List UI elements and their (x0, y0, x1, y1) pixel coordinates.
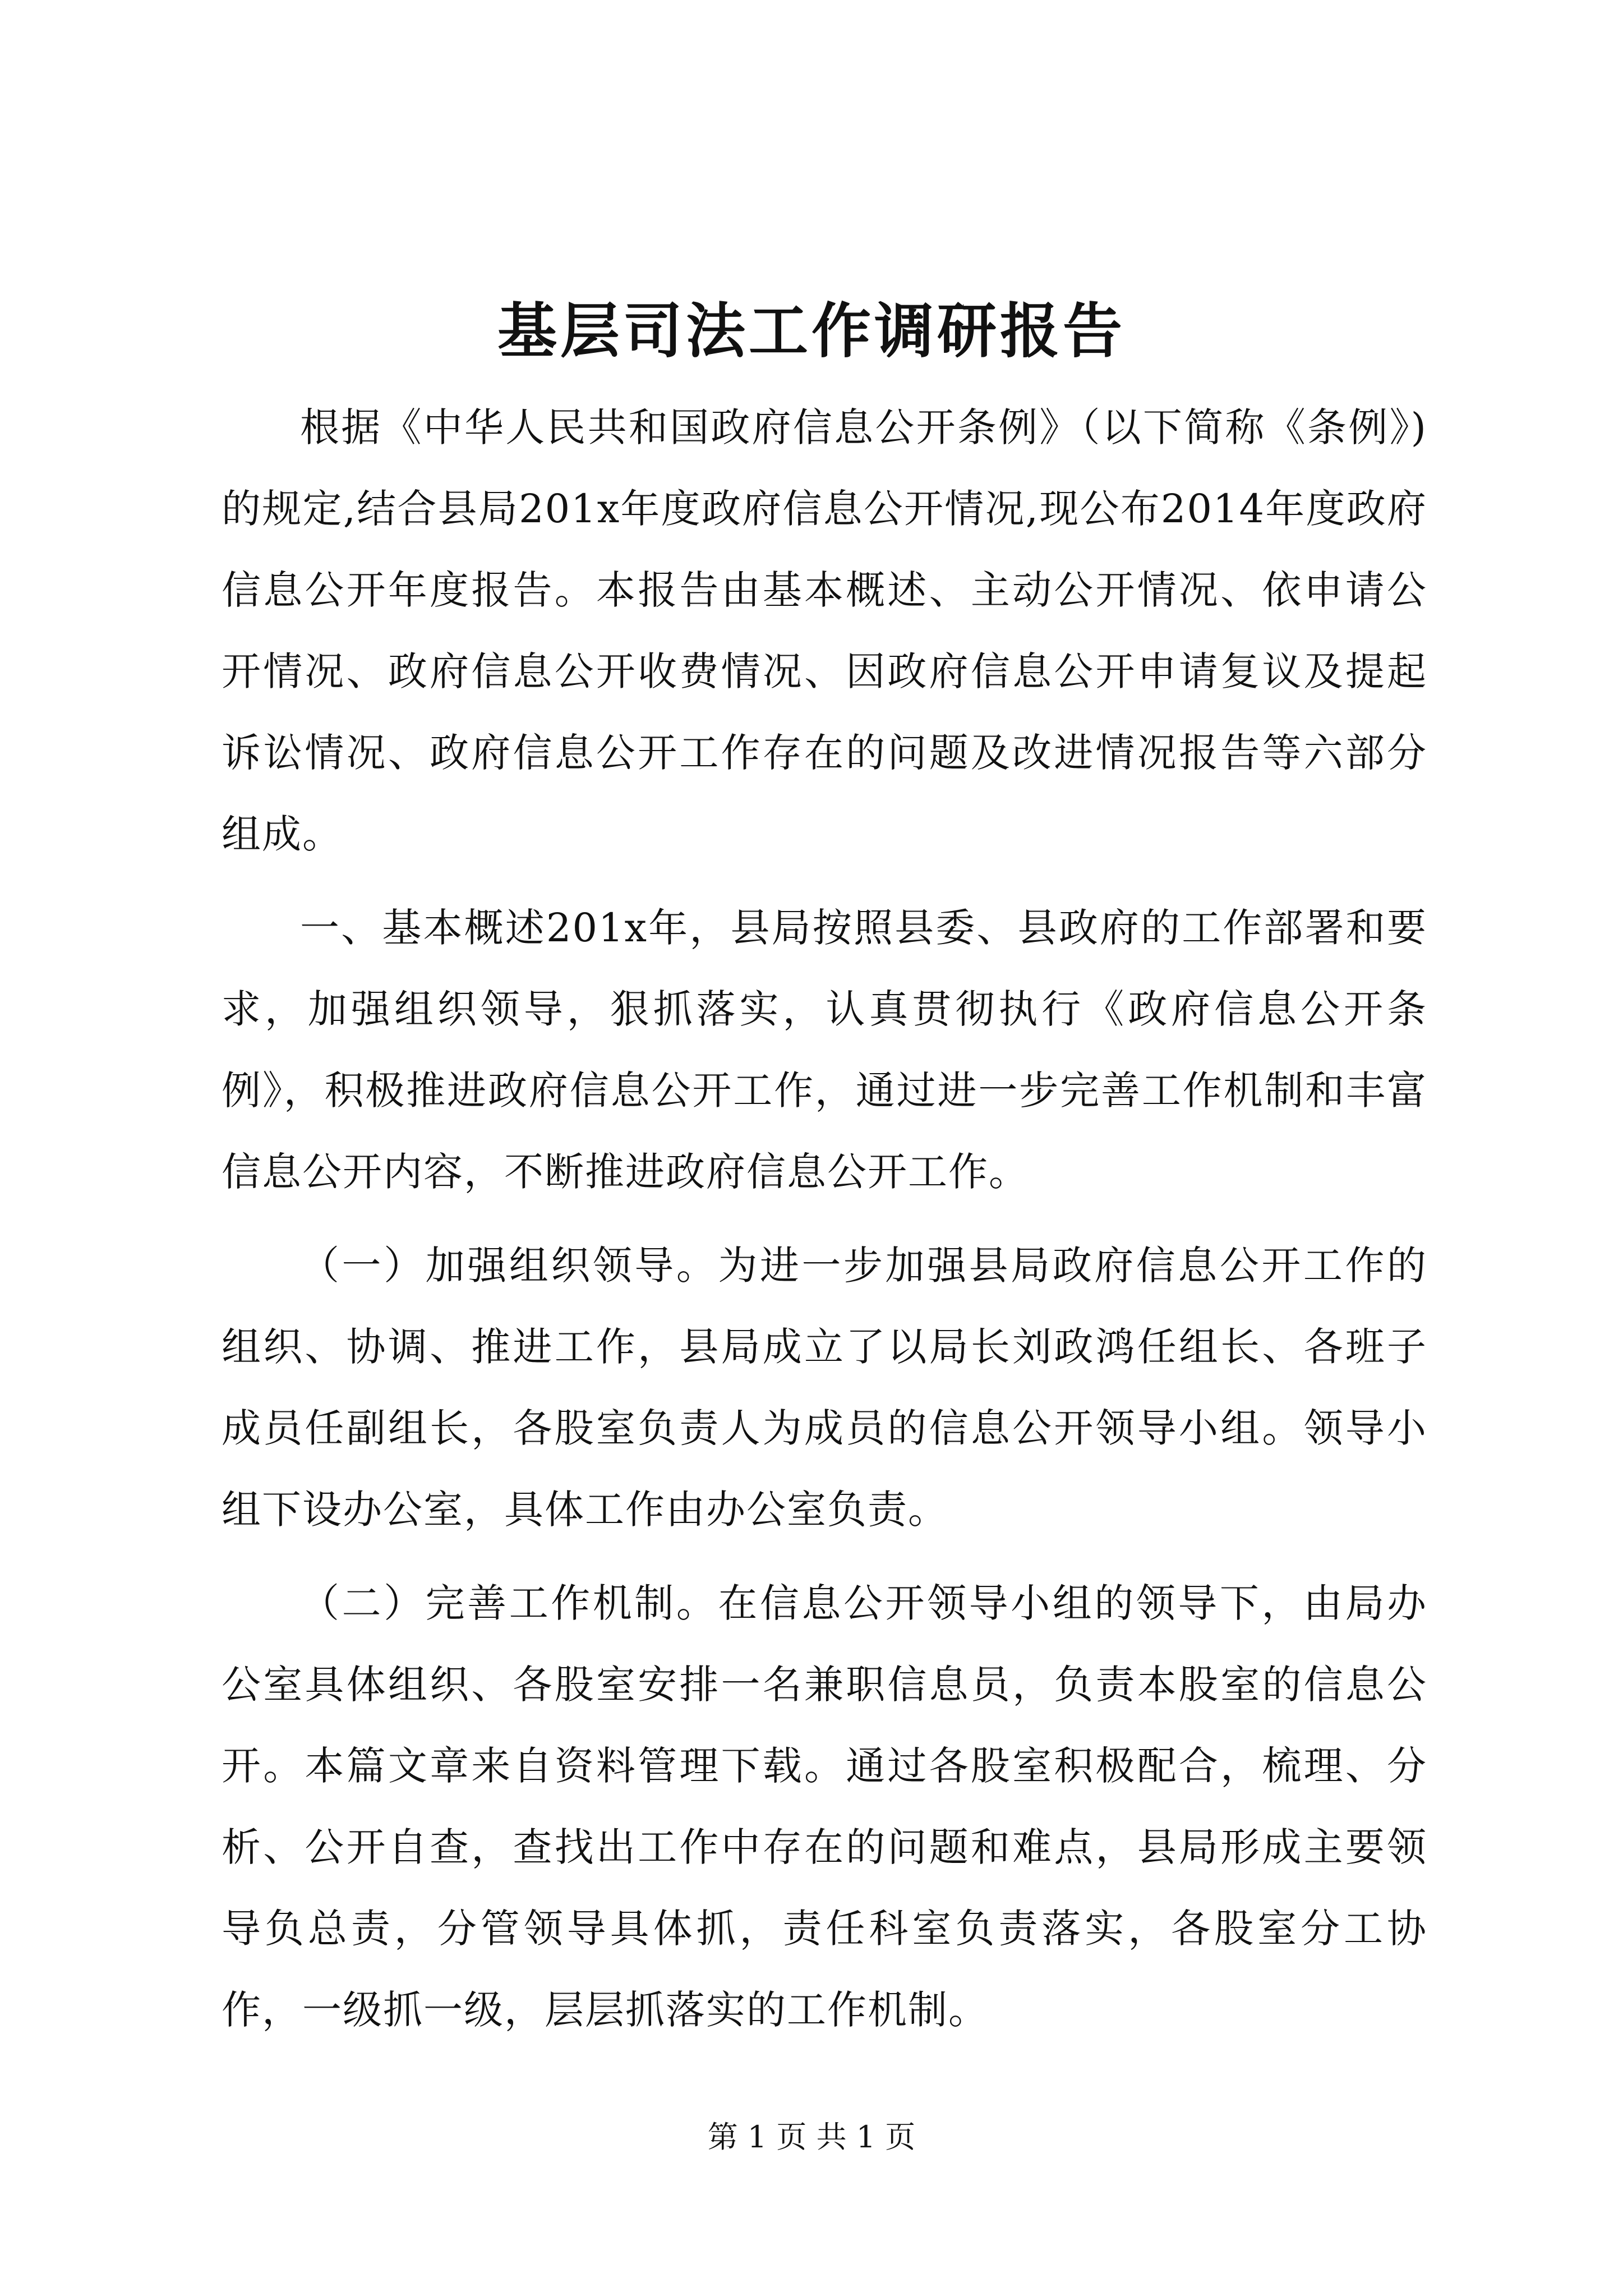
paragraph-organization: （一）加强组织领导。为进一步加强县局政府信息公开工作的组织、协调、推进工作，县局成立了以局长刘政鸿任组长、各班子成员任副组长，各股室负责人为成员的信息公开领导小组。领导小组下设办公室，具体工作由办公室负责。 (222, 1243, 1427, 1533)
paragraph-mechanism: （二）完善工作机制。在信息公开领导小组的领导下，由局办公室具体组织、各股室安排一名兼职信息员，负责本股室的信息公开。本篇文章来自资料管理下载。通过各股室积极配合，梳理、分析、公开自查，查找出工作中存在的问题和难点，县局形成主要领导负总责，分管领导具体抓，责任科室负责落实，各股室分工协作，一级抓一级，层层抓落实的工作机制。 (222, 1580, 1427, 2033)
page-footer: 第 1 页 共 1 页 (707, 2119, 916, 2155)
document-body (222, 387, 1427, 2063)
paragraph-intro: 根据《中华人民共和国政府信息公开条例》（以下简称《条例》)的规定,结合县局201x年度政府信息公开情况,现公布2014年度政府信息公开年度报告。本报告由基本概述、主动公开情况、依申请公开情况、政府信息公开收费情况、因政府信息公开申请复议及提起诉讼情况、政府信息公开工作存在的问题及改进情况报告等六部分组成。 (222, 404, 1427, 857)
page-title: 基层司法工作调研报告 (497, 296, 1126, 366)
paragraph-overview: 一、基本概述201x年，县局按照县委、县政府的工作部署和要求，加强组织领导，狠抓落实，认真贯彻执行《政府信息公开条例》，积极推进政府信息公开工作，通过进一步完善工作机制和丰富信息公开内容，不断推进政府信息公开工作。 (222, 905, 1427, 1195)
